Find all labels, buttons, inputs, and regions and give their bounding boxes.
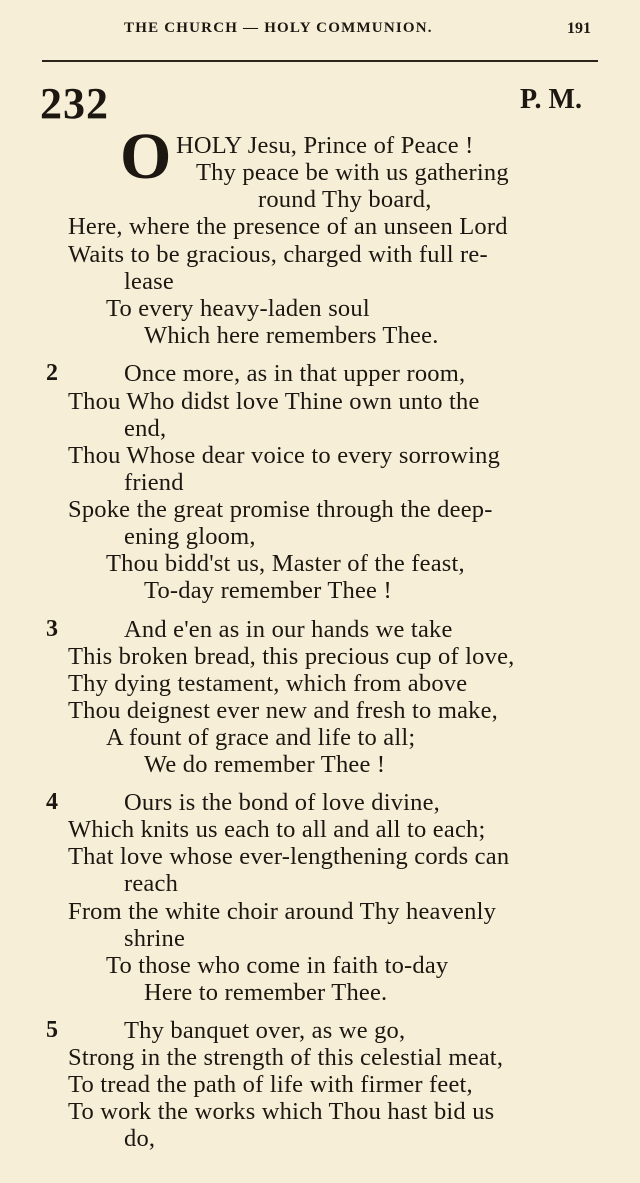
verse-line: Waits to be gracious, charged with full re-: [68, 241, 488, 268]
verse-number: 3: [46, 616, 58, 642]
verse-line: To those who come in faith to-day: [106, 952, 449, 979]
verse-line: Spoke the great promise through the deep-: [68, 496, 493, 523]
header-rule: [42, 60, 598, 62]
verse-number: 5: [46, 1017, 58, 1043]
verse-number: 2: [46, 360, 58, 386]
verse-line: Thou deignest ever new and fresh to make,: [68, 697, 498, 724]
verse-line: To tread the path of life with firmer feet,: [68, 1071, 473, 1098]
verse-line: ening gloom,: [124, 523, 256, 550]
verse-line: To work the works which Thou hast bid us: [68, 1098, 495, 1125]
verse-line: Thou Whose dear voice to every sorrowing: [68, 442, 501, 469]
verse-line: friend: [124, 469, 184, 496]
verse-line: Which knits us each to all and all to each;: [68, 816, 486, 843]
verse-line: To-day remember Thee !: [144, 577, 392, 604]
verse-line: Ours is the bond of love divine,: [124, 789, 441, 816]
verse-line: To every heavy-laden soul: [106, 295, 370, 322]
verse-line: lease: [124, 268, 174, 295]
verse-line: Strong in the strength of this celestial meat,: [68, 1044, 504, 1071]
verse-line: Thy banquet over, as we go,: [124, 1017, 406, 1044]
verse-line: HOLY Jesu, Prince of Peace !: [176, 132, 474, 159]
verse-line: reach: [124, 870, 179, 897]
verse-line: Thy dying testament, which from above: [68, 670, 468, 697]
verse-line: We do remember Thee !: [144, 751, 386, 778]
verse-line: Thou bidd'st us, Master of the feast,: [106, 550, 465, 577]
drop-cap: O: [120, 120, 172, 193]
verse-line: Thou Who didst love Thine own unto the: [68, 388, 480, 415]
verse-line: This broken bread, this precious cup of love,: [68, 643, 515, 670]
page-number: 191: [567, 20, 591, 37]
verse-line: From the white choir around Thy heavenly: [68, 898, 497, 925]
meter: P. M.: [520, 84, 582, 115]
verse-line: Thy peace be with us gathering: [196, 159, 509, 186]
running-head: THE CHURCH — HOLY COMMUNION.: [124, 20, 433, 36]
verse-line: A fount of grace and life to all;: [106, 724, 416, 751]
verse-line: end,: [124, 415, 167, 442]
hymn-number: 232: [40, 79, 109, 128]
verse-line: Which here remembers Thee.: [144, 322, 439, 349]
verse-line: do,: [124, 1125, 156, 1152]
verse-line: And e'en as in our hands we take: [124, 616, 453, 643]
verse-number: 4: [46, 789, 58, 815]
verse-line: That love whose ever-lengthening cords can: [68, 843, 510, 870]
verse-line: Once more, as in that upper room,: [124, 360, 466, 387]
verse-line: shrine: [124, 925, 186, 952]
verse-line: round Thy board,: [258, 186, 432, 213]
verse-line: Here to remember Thee.: [144, 979, 388, 1006]
verse-line: Here, where the presence of an unseen Lord: [68, 213, 508, 240]
